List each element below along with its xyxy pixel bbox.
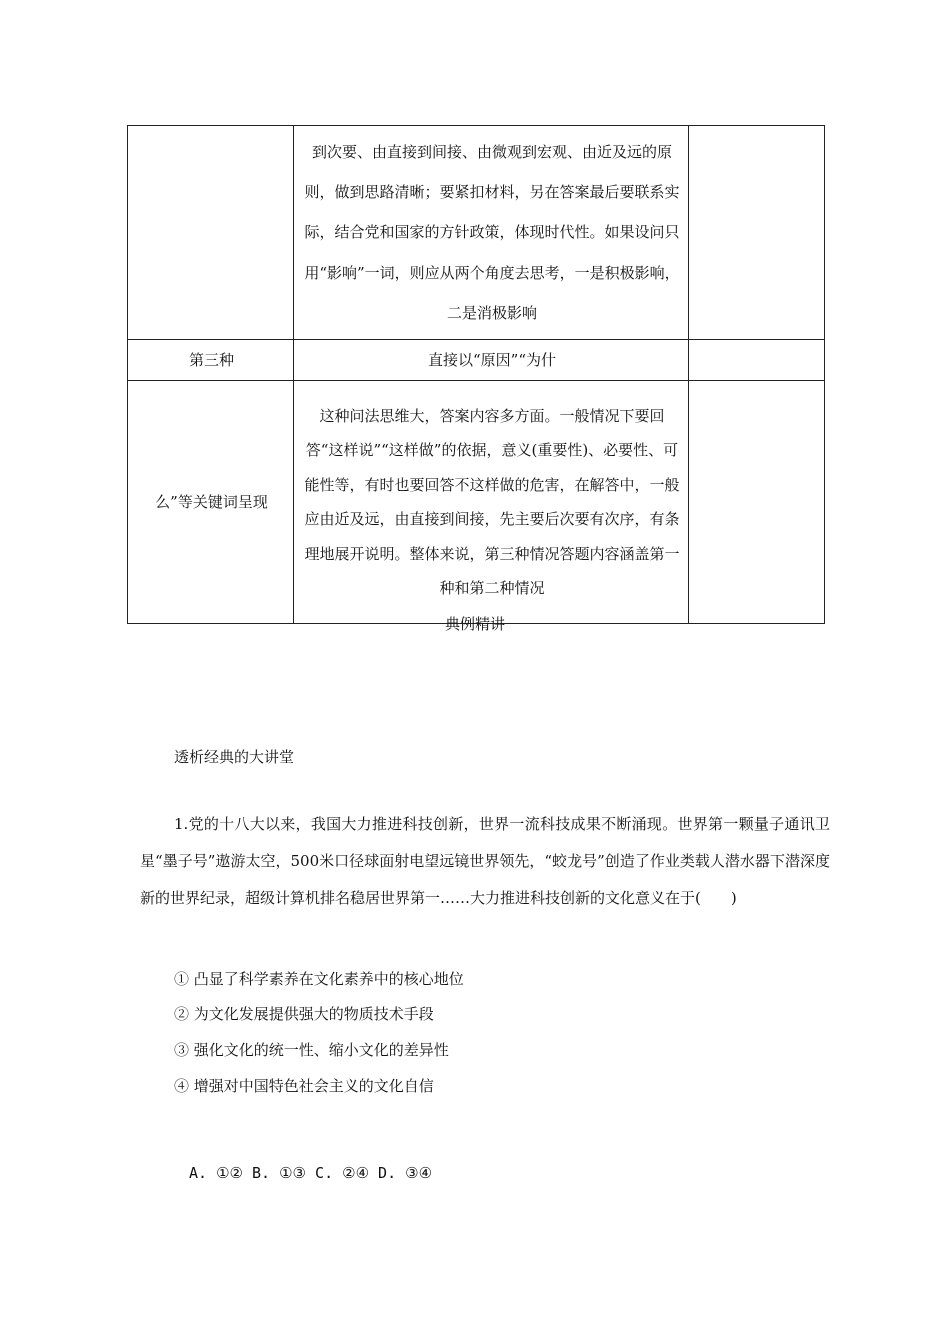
table-cell <box>689 126 825 340</box>
table-cell <box>294 126 689 340</box>
option-2: ② 为文化发展提供强大的物质技术手段 <box>174 1005 434 1023</box>
option-4: ④ 增强对中国特色社会主义的文化自信 <box>174 1077 434 1095</box>
method-table <box>127 125 825 624</box>
answer-choices: A. ①② B. ①③ C. ②④ D. ③④ <box>189 1164 433 1182</box>
option-1: ① 凸显了科学素养在文化素养中的核心地位 <box>174 970 464 988</box>
cell-type-label: 第三种 <box>188 351 234 370</box>
cell-description: 到次要、由直接到间接、由微观到宏观、由近及远的原则，做到思路清晰；要紧扣材料，另在答案最后要联系实际，结合党和国家的方针政策，体现时代性。如果设问只用“影响”一词，则应从两个角度去思考，一是积极影响，二是消极影响 <box>304 143 680 322</box>
cell-type-label: 么”等关键词呈现 <box>155 492 268 511</box>
table-cell <box>128 340 294 381</box>
table-cell <box>128 381 294 624</box>
table-cell <box>128 126 294 340</box>
cell-description: 这种问法思维大，答案内容多方面。一般情况下要回答“这样说”“这样做”的依据，意义(重要性)、必要性、可能性等，有时也要回答不这样做的危害，在解答中，一般应由近及远，由直接到间接，先主要后次要有次序，有条理地展开说明。整体来说，第三种情况答题内容涵盖第一种和第二种情况 <box>304 406 680 598</box>
table-cell <box>294 381 689 624</box>
table-cell <box>689 381 825 624</box>
question-stem: 1.党的十八大以来，我国大力推进科技创新，世界一流科技成果不断涌现。世界第一颗量子通讯卫星“墨子号”遨游太空，500米口径球面射电望远镜世界领先，“蛟龙号”创造了作业类载人潜水器下潜深度新的世界纪录，超级计算机排名稳居世界第一……大力推进科技创新的文化意义在于( ) <box>140 815 830 907</box>
cell-description: 直接以“原因”“为什 <box>427 351 556 370</box>
table-row <box>128 126 825 340</box>
table-row <box>128 381 825 624</box>
option-3: ③ 强化文化的统一性、缩小文化的差异性 <box>174 1041 449 1059</box>
subtitle: 透析经典的大讲堂 <box>174 748 295 766</box>
table-row <box>128 340 825 381</box>
table-cell <box>294 340 689 381</box>
table-cell <box>689 340 825 381</box>
section-title: 典例精讲 <box>444 615 505 633</box>
